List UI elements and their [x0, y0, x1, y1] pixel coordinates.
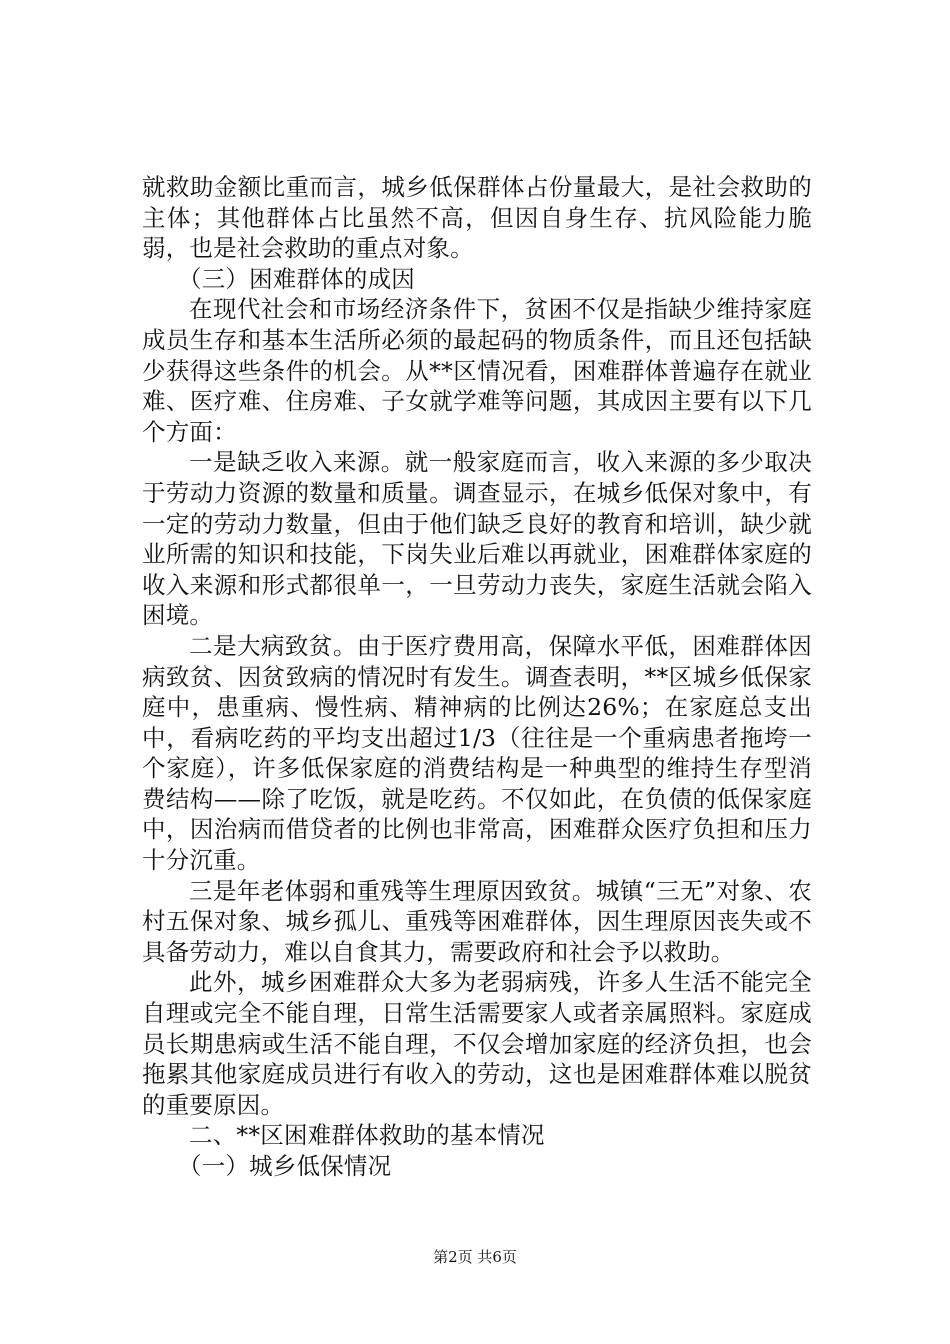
section-heading-causes: （三）困难群体的成因 — [178, 264, 415, 293]
page-footer: 第2页 共6页 — [433, 1248, 517, 1266]
section-heading-assistance: 二、**区困难群体救助的基本情况 — [189, 1121, 545, 1150]
paragraph-intro-causes: 在现代社会和市场经济条件下，贫困不仅是指缺少维持家庭成员生存和基本生活所必须的最起码的物质条件，而且还包括缺少获得这些条件的机会。从**区情况看，困难群体普遍存在就业难、医疗难、住房难、子女就学难等问题，其成因主要有以下几个方面： — [142, 295, 812, 446]
subsection-heading-dibao: （一）城乡低保情况 — [178, 1152, 392, 1180]
paragraph-additional-cause: 此外，城乡困难群众大多为老弱病残，许多人生活不能完全自理或完全不能自理，日常生活需要家人或者亲属照料。家庭成员长期患病或生活不能自理，不仅会增加家庭的经济负担，也会拖累其他家庭成员进行有收入的劳动，这也是困难群体难以脱贫的重要原因。 — [142, 968, 812, 1119]
paragraph-cause-physiological: 三是年老体弱和重残等生理原因致贫。城镇“三无”对象、农村五保对象、城乡孤儿、重残等困难群体，因生理原因丧失或不具备劳动力，难以自食其力，需要政府和社会予以救助。 — [142, 876, 812, 966]
body-text — [142, 172, 812, 1182]
paragraph-cause-income: 一是缺乏收入来源。就一般家庭而言，收入来源的多少取决于劳动力资源的数量和质量。调查显示，在城乡低保对象中，有一定的劳动力数量，但由于他们缺乏良好的教育和培训，缺少就业所需的知识和技能，下岗失业后难以再就业，困难群体家庭的收入来源和形式都很单一，一旦劳动力丧失，家庭生活就会陷入困境。 — [142, 448, 812, 630]
paragraph-continuation: 就救助金额比重而言，城乡低保群体占份量最大，是社会救助的主体；其他群体占比虽然不高，但因自身生存、抗风险能力脆弱，也是社会救助的重点对象。 — [142, 173, 812, 263]
paragraph-cause-illness: 二是大病致贫。由于医疗费用高，保障水平低，困难群体因病致贫、因贫致病的情况时有发生。调查表明，**区城乡低保家庭中，患重病、慢性病、精神病的比例达26%；在家庭总支出中，看病吃药的平均支出超过1/3（往往是一个重病患者拖垮一个家庭），许多低保家庭的消费结构是一种典型的维持生存型消费结构——除了吃饭，就是吃药。不仅如此，在负债的低保家庭中，因治病而借贷者的比例也非常高，困难群众医疗负担和压力十分沉重。 — [142, 631, 812, 875]
